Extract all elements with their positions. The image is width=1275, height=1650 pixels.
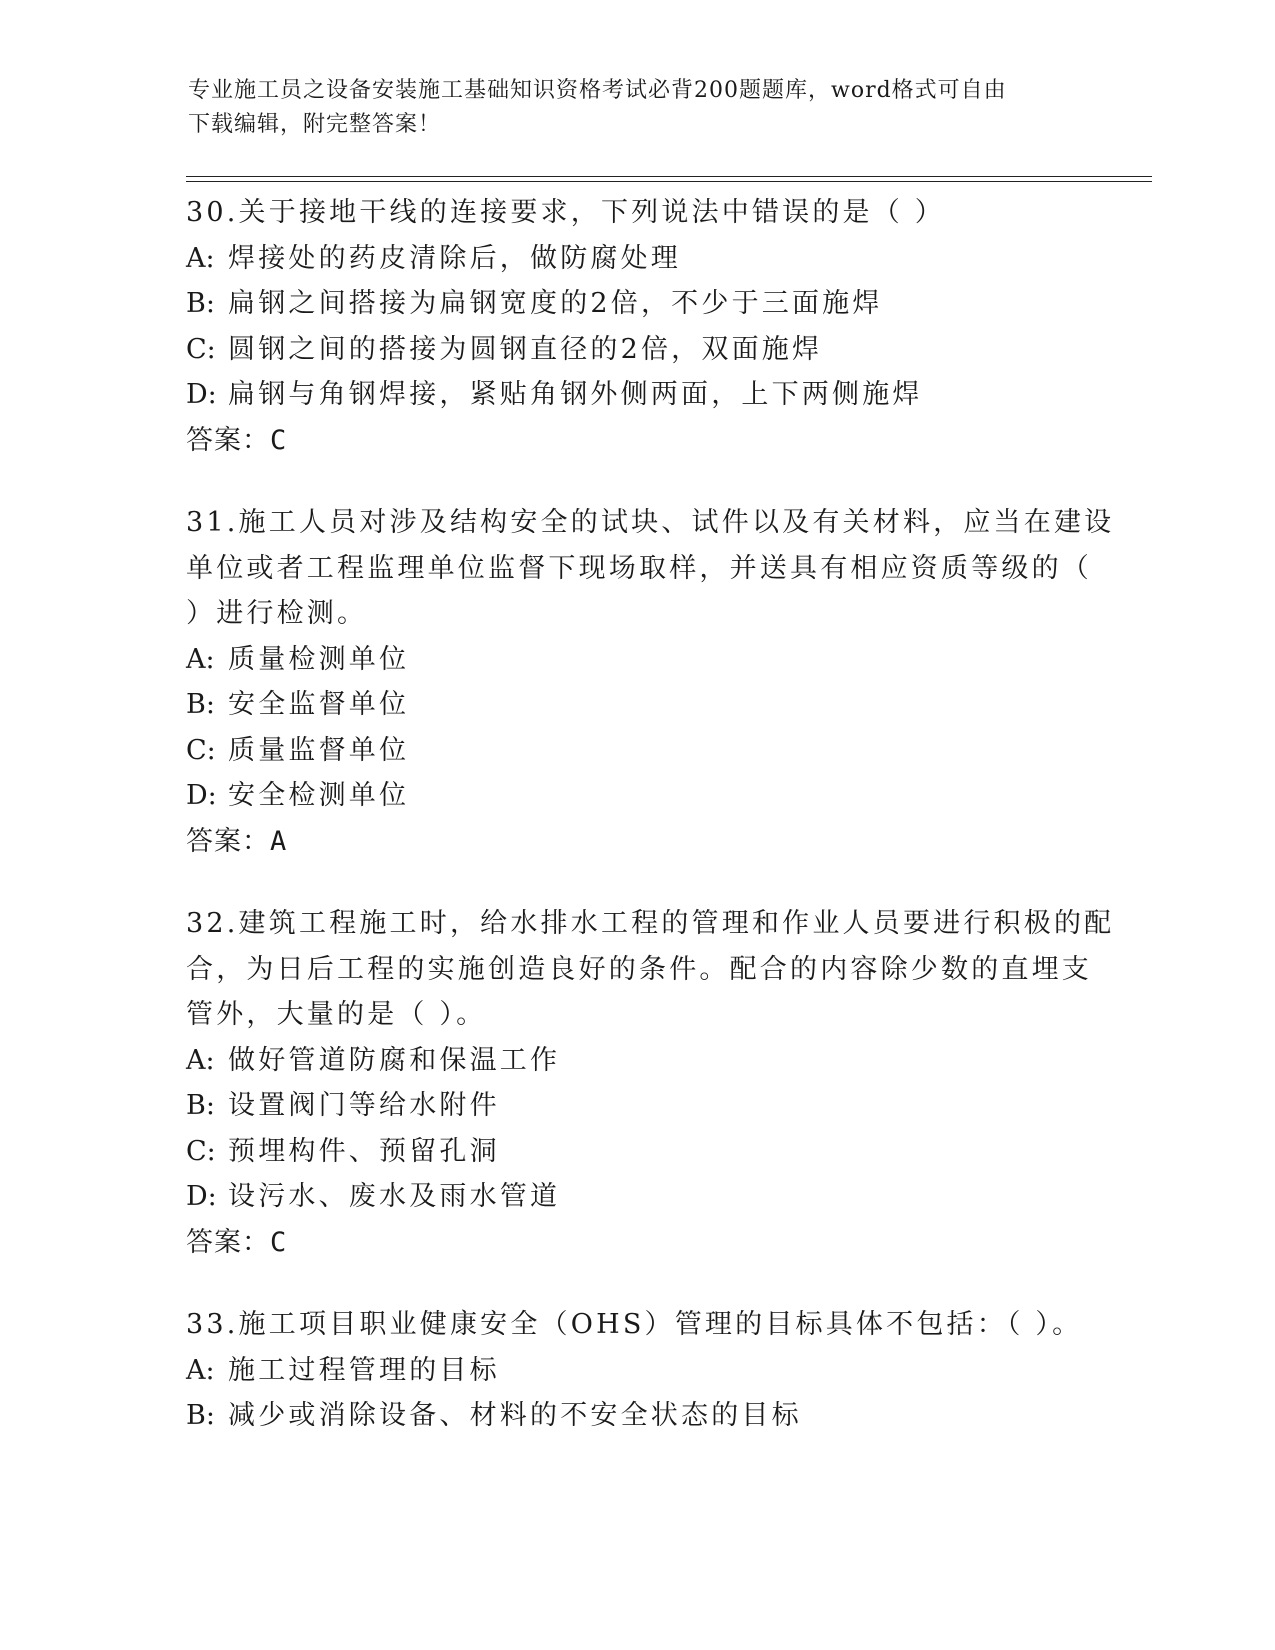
option-row <box>186 773 1086 819</box>
option-row <box>186 637 1086 683</box>
question-stem-line: 33.施工项目职业健康安全（OHS）管理的目标具体不包括：（ ）。 <box>186 1309 1083 1340</box>
question-33 <box>186 1302 1086 1439</box>
option-row <box>186 1129 1086 1175</box>
option-text: 质量监督单位 <box>228 734 410 766</box>
option-text: 减少或消除设备、材料的不安全状态的目标 <box>228 1400 802 1431</box>
option-text: 圆钢之间的搭接为圆钢直径的2倍，双面施焊 <box>228 333 823 365</box>
question-stem-line: 32.建筑工程施工时，给水排水工程的管理和作业人员要进行积极的配 <box>186 908 1115 939</box>
question-stem-line: 31.施工人员对涉及结构安全的试块、试件以及有关材料，应当在建设 <box>186 507 1115 538</box>
option-row <box>186 728 1086 774</box>
option-row <box>186 1348 1086 1394</box>
question-30 <box>186 190 1086 463</box>
header-line-1: 专业施工员之设备安装施工基础知识资格考试必背200题题库，word格式可自由 <box>188 78 1007 103</box>
option-key: A: <box>186 242 215 274</box>
option-key: D: <box>186 379 217 410</box>
question-stem-line: 单位或者工程监理单位监督下现场取样，并送具有相应资质等级的（ <box>186 552 1092 584</box>
answer-value: A <box>270 825 288 857</box>
option-text: 质量检测单位 <box>228 643 410 675</box>
answer-label: 答案： <box>186 424 270 456</box>
option-key: D: <box>186 780 217 811</box>
option-text: 焊接处的药皮清除后，做防腐处理 <box>228 242 681 274</box>
header-rule-thin <box>186 181 1152 182</box>
option-text: 设污水、废水及雨水管道 <box>228 1181 561 1212</box>
option-row <box>186 1174 1086 1220</box>
option-key: B: <box>186 689 215 720</box>
option-text: 扁钢之间搭接为扁钢宽度的2倍，不少于三面施焊 <box>228 288 883 319</box>
option-key: B: <box>186 1400 215 1431</box>
option-row <box>186 372 1086 418</box>
question-stem-line: 30.关于接地干线的连接要求，下列说法中错误的是（ ） <box>186 197 945 228</box>
header-rule-thick <box>186 176 1152 177</box>
answer-label: 答案： <box>186 825 270 857</box>
option-key: C: <box>186 734 216 766</box>
option-key: A: <box>186 1044 215 1076</box>
option-row <box>186 1038 1086 1084</box>
option-row <box>186 1393 1086 1439</box>
header-line-2: 下载编辑，附完整答案！ <box>188 112 442 137</box>
answer-line <box>186 418 1086 464</box>
answer-label: 答案： <box>186 1226 270 1258</box>
question-stem-line: 合，为日后工程的实施创造良好的条件。配合的内容除少数的直埋支 <box>186 953 1092 985</box>
question-32 <box>186 901 1115 1265</box>
option-text: 设置阀门等给水附件 <box>228 1090 500 1121</box>
answer-value: C <box>270 1226 288 1258</box>
option-row <box>186 682 1086 728</box>
question-stem-line: 管外，大量的是（ ）。 <box>186 999 487 1030</box>
question-31 <box>186 500 1115 864</box>
option-key: C: <box>186 333 216 365</box>
option-row <box>186 327 1086 373</box>
option-row <box>186 236 1086 282</box>
option-key: D: <box>186 1181 217 1212</box>
answer-line <box>186 1220 1086 1266</box>
option-row <box>186 281 1086 327</box>
document-header <box>188 74 1088 142</box>
option-text: 施工过程管理的目标 <box>228 1354 500 1386</box>
option-key: B: <box>186 288 215 319</box>
option-text: 扁钢与角钢焊接，紧贴角钢外侧两面，上下两侧施焊 <box>228 379 923 410</box>
option-key: B: <box>186 1090 215 1121</box>
option-text: 预埋构件、预留孔洞 <box>228 1135 500 1167</box>
option-text: 做好管道防腐和保温工作 <box>228 1044 561 1076</box>
option-text: 安全监督单位 <box>228 689 410 720</box>
option-key: C: <box>186 1135 216 1167</box>
option-row <box>186 1083 1086 1129</box>
question-list <box>186 190 1115 1476</box>
option-key: A: <box>186 1354 215 1386</box>
option-text: 安全检测单位 <box>228 780 410 811</box>
answer-line <box>186 819 1086 865</box>
option-key: A: <box>186 643 215 675</box>
question-stem-line: ）进行检测。 <box>186 598 368 629</box>
answer-value: C <box>270 424 288 456</box>
